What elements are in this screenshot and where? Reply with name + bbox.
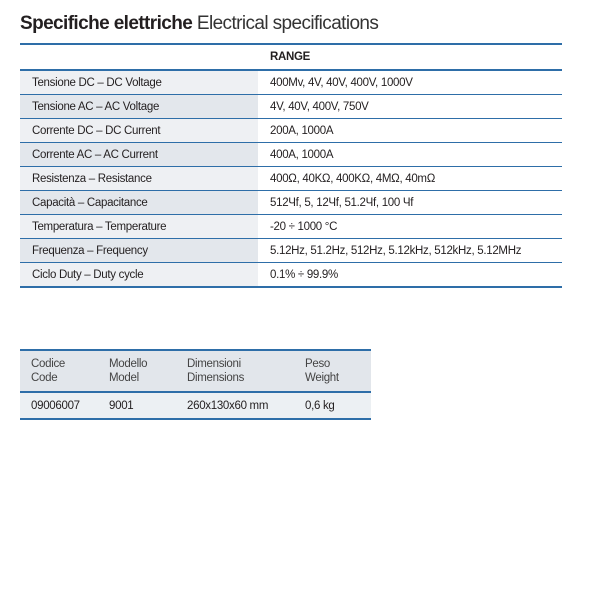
header-weight-en: Weight [305, 372, 339, 384]
spec-value: 400Ω, 40KΩ, 400KΩ, 4MΩ, 40mΩ [258, 167, 562, 191]
spec-value: 5.12Hz, 51.2Hz, 512Hz, 5.12kHz, 512kHz, 5.12MHz [258, 239, 562, 263]
spec-label: Capacità – Capacitance [20, 191, 258, 215]
spec-value: 512Чf, 5, 12Чf, 51.2Чf, 100 Чf [258, 191, 562, 215]
header-model-en: Model [109, 372, 139, 384]
header-dimensions [176, 350, 294, 392]
header-code-it: Codice [31, 358, 65, 370]
header-dimensions-it: Dimensioni [187, 358, 241, 370]
spec-value: 4V, 40V, 400V, 750V [258, 95, 562, 119]
table-row [20, 215, 562, 239]
spec-value: 200A, 1000A [258, 119, 562, 143]
header-code [20, 350, 98, 392]
table-row [20, 119, 562, 143]
specs-header-range: RANGE [258, 44, 562, 70]
header-dimensions-en: Dimensions [187, 372, 245, 384]
spec-label: Temperatura – Temperature [20, 215, 258, 239]
table-row [20, 239, 562, 263]
header-weight-it: Peso [305, 358, 331, 370]
product-table [20, 349, 371, 420]
spec-label: Ciclo Duty – Duty cycle [20, 263, 258, 288]
specs-header-row [20, 44, 562, 70]
header-weight [294, 350, 371, 392]
spec-label: Tensione DC – DC Voltage [20, 70, 258, 95]
product-code: 09006007 [20, 392, 98, 419]
table-row [20, 167, 562, 191]
spec-value: -20 ÷ 1000 °C [258, 215, 562, 239]
product-weight: 0,6 kg [294, 392, 371, 419]
spec-label: Resistenza – Resistance [20, 167, 258, 191]
spec-label: Frequenza – Frequency [20, 239, 258, 263]
spec-label: Corrente DC – DC Current [20, 119, 258, 143]
product-header-row [20, 350, 371, 392]
spec-value: 0.1% ÷ 99.9% [258, 263, 562, 288]
table-row [20, 263, 562, 288]
spec-label: Corrente AC – AC Current [20, 143, 258, 167]
title-english: Electrical specifications [196, 13, 379, 34]
table-row [20, 392, 371, 419]
table-row [20, 95, 562, 119]
table-row [20, 70, 562, 95]
page-title [20, 13, 378, 35]
table-row [20, 191, 562, 215]
product-dimensions: 260x130x60 mm [176, 392, 294, 419]
header-model-it: Modello [109, 358, 148, 370]
title-italian: Specifiche elettriche [20, 13, 193, 34]
spec-label: Tensione AC – AC Voltage [20, 95, 258, 119]
spec-value: 400A, 1000A [258, 143, 562, 167]
table-row [20, 143, 562, 167]
product-model: 9001 [98, 392, 176, 419]
specs-header-label [20, 44, 258, 70]
electrical-specs-table [20, 43, 562, 288]
header-code-en: Code [31, 372, 58, 384]
spec-value: 400Mv, 4V, 40V, 400V, 1000V [258, 70, 562, 95]
header-model [98, 350, 176, 392]
